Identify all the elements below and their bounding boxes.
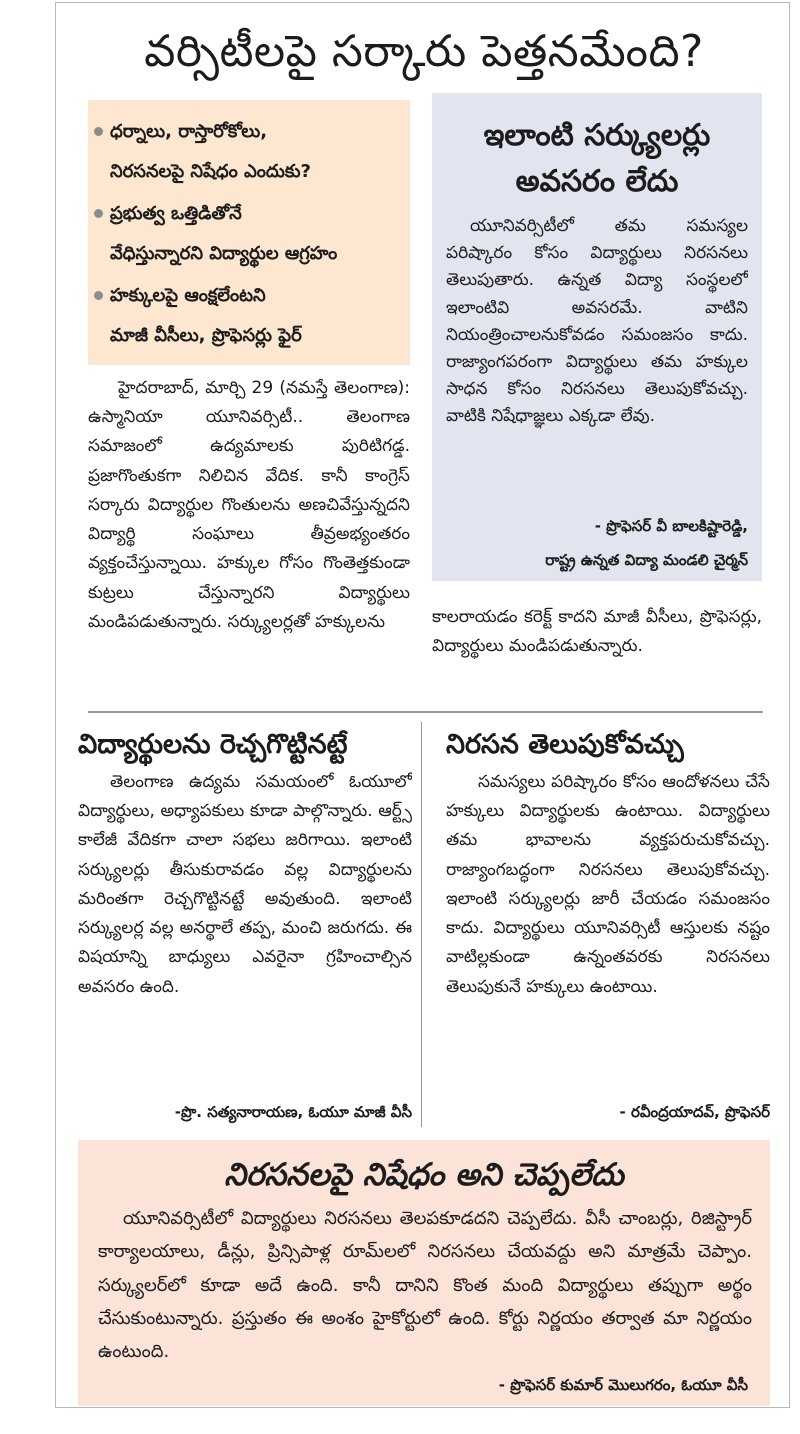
highlight-line: హక్కులపై ఆంక్షలేంటని [110,285,266,306]
opinion-heading: నిరసన తెలుపుకోవచ్చు [446,729,684,760]
opinion-body: సమస్యలు పరిష్కారం కోసం ఆందోళనలు చేసే హక్కులు విద్యార్థులకు ఉంటాయి. విద్యార్థులు తమ భావాలను వ్యక్తపరుచుకోవచ్చు. రాజ్యాంగబద్ధంగా నిరసనలు తెలుపుకోవచ్చు. ఇలాంటి సర్క్యులర్లు జారీ చేయడం సమంజసం కాదు. విద్యార్థులు యూనివర్సిటీ ఆస్తులకు నష్టం వాటిల్లకుండా ఉన్నంతవరకు నిరసనలు తెలుపుకునే హక్కులు ఉంటాయి. [446,772,770,997]
bottom-quote-box [78,1140,770,1406]
highlight-item [88,276,410,358]
highlight-line: ప్రభుత్వ ఒత్తిడితోనే [110,203,242,224]
sidebar-quote-box [432,93,762,581]
highlight-line: నిరసనలపై నిషేధం ఎందుకు? [110,161,311,182]
column-divider [421,722,422,1127]
headline: వర్సిటీలపై సర్కారు పెత్తనమేంది? [144,26,704,77]
highlight-line: ధర్నాలు, రాస్తారోకోలు, [110,121,268,142]
sidebar-quote-body: యూనివర్సిటీలో తమ సమస్యల పరిష్కారం కోసం విద్యార్థులు నిరసనలు తెలుపుతారు. ఉన్నత విద్యా సంస్థలలో ఇలాంటివి అవసరమే. వాటిని నియంత్రించాలనుకోవడం సమంజసం కాదు. రాజ్యాంగపరంగా విద్యార్థులు తమ హక్కుల సాధన కోసం నిరసనలు తెలుపుకోవచ్చు. వాటికి నిషేధాజ్ఞలు ఎక్కడా లేవు. [446,216,748,427]
highlight-line: వేధిస్తున్నారని విద్యార్థుల ఆగ్రహం [110,243,338,264]
highlight-line: మాజీ వీసీలు, ప్రొఫెసర్లు ఫైర్ [110,325,302,346]
sidebar-quote-attribution: - ప్రొఫెసర్ వీ బాలకిష్టారెడ్డి, [594,517,748,535]
highlights-box [88,100,410,365]
bottom-quote-heading: నిరసనలపై నిషేధం అని చెప్పలేదు [224,1157,624,1193]
opinion-attribution: - రవీంద్రయాదవ్, ప్రొఫెసర్ [619,1103,770,1121]
sidebar-quote-attribution: రాష్ట్ర ఉన్నత విద్యా మండలి చైర్మన్ [545,551,748,569]
bullet-icon [94,209,103,218]
sidebar-quote-heading: ఇలాంటి సర్క్యులర్లు [483,118,711,153]
story-text: హైదరాబాద్, మార్చి 29 (నమస్తే తెలంగాణ): ఉస్మానియా యూనివర్సిటీ.. తెలంగాణ సమాజంలో ఉద్యమాలకు పురిటిగడ్డ. ప్రజాగొంతుకగా నిలిచిన వేదిక. కానీ కాంగ్రెస్ సర్కారు విద్యార్థుల గొంతులను అణచివేస్తున్నదని విద్యార్థి సంఘాలు తీవ్రఅభ్యంతరం వ్యక్తంచేస్తున్నాయి. హక్కుల గోసం గొంతెత్తకుండా కుట్రలు చేస్తున్నారని విద్యార్థులు మండిపడుతున్నారు. సర్క్యులర్లతో హక్కులను [88,378,410,632]
opinion-attribution: -ప్రొ. సత్యనారాయణ, ఓయూ మాజీ వీసీ [174,1103,412,1121]
bullet-icon [94,127,103,136]
opinion-heading: విద్యార్థులను రెచ్చగొట్టినట్టే [78,729,348,760]
bottom-quote-attribution: - ప్రొఫెసర్ కుమార్ మొలుగరం, ఓయూ వీసీ [498,1376,748,1394]
highlight-item [88,112,410,194]
horizontal-divider [88,711,763,713]
opinion-body: తెలంగాణ ఉద్యమ సమయంలో ఓయూలో విద్యార్థులు, అధ్యాపకులు కూడా పాల్గొన్నారు. ఆర్ట్స్ కాలేజీ వేదికగా చాలా సభలు జరిగాయి. ఇలాంటి సర్క్యులర్లు తీసుకురావడం వల్ల విద్యార్థులను మరింతగా రెచ్చగొట్టినట్టే అవుతుంది. ఇలాంటి సర్క్యులర్ల వల్ల అనర్థాలే తప్ప, మంచి జరుగదు. ఈ విషయాన్ని బాధ్యులు ఎవరైనా గ్రహించాల్సిన అవసరం ఉంది. [78,772,412,997]
highlight-item [88,194,410,276]
story-text-continued: కాలరాయడం కరెక్ట్ కాదని మాజీ వీసీలు, ప్రొఫెసర్లు, విద్యార్థులు మండిపడుతున్నారు. [432,607,762,657]
bottom-quote-body: యూనివర్సిటీలో విద్యార్థులు నిరసనలు తెలపకూడదని చెప్పలేదు. వీసీ చాంబర్లు, రిజిస్ట్రార్ కార్యాలయాలు, డీన్లు, ప్రిన్సిపాళ్ల రూమ్‌లలో నిరసనలు చేయవద్దు అని మాత్రమే చెప్పాం. సర్క్యులర్‌లో కూడా అదే ఉంది. కానీ దానిని కొంత మంది విద్యార్థులు తప్పుగా అర్థం చేసుకుంటున్నారు. ప్రస్తుతం ఈ అంశం హైకోర్టులో ఉంది. కోర్టు నిర్ణయం తర్వాత మా నిర్ణయం ఉంటుంది. [98,1208,752,1363]
sidebar-quote-heading: అవసరం లేదు [515,164,679,199]
bullet-icon [94,291,103,300]
